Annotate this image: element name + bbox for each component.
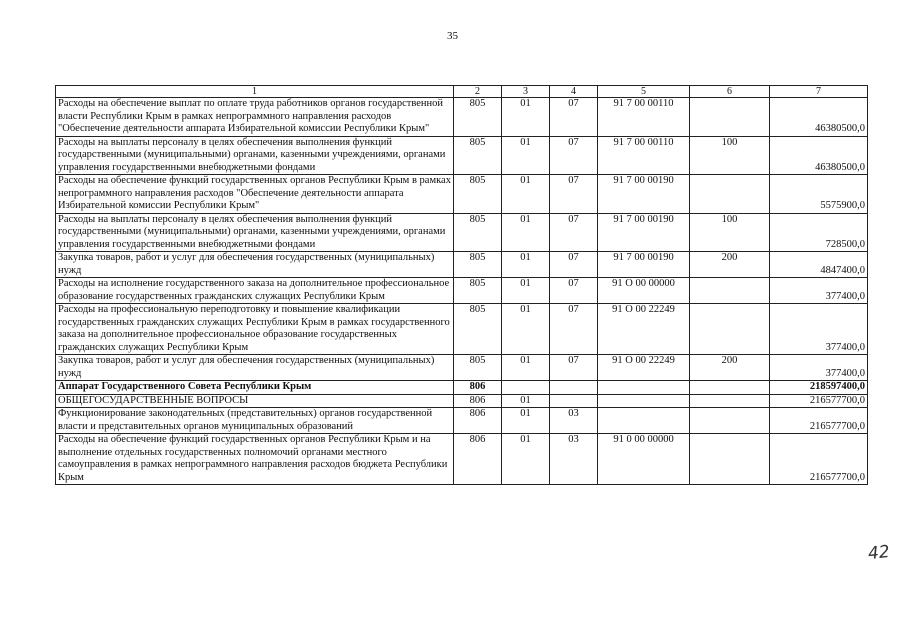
- row-subsection-code: 07: [550, 98, 598, 137]
- row-ministry-code: 805: [454, 136, 502, 175]
- table-row: [56, 408, 868, 434]
- row-target-code: 91 7 00 00190: [598, 252, 690, 278]
- table-row: [56, 213, 868, 252]
- page-number: 35: [447, 30, 458, 42]
- row-target-code: 91 7 00 00110: [598, 136, 690, 175]
- row-name-cell: ОБЩЕГОСУДАРСТВЕННЫЕ ВОПРОСЫ: [56, 394, 454, 408]
- row-ministry-code: 805: [454, 278, 502, 304]
- row-name-cell: Закупка товаров, работ и услуг для обеспечения государственных (муниципальных) нужд: [56, 355, 454, 381]
- row-name-cell: Расходы на обеспечение функций государственных органов Республики Крым и на выполнение отдельных государственных полномочий органами местного самоуправления в рамках непрограммного направления расходов бюджета Республики Крым: [56, 434, 454, 485]
- row-target-code: 91 О 00 22249: [598, 355, 690, 381]
- row-ministry-code: 805: [454, 98, 502, 137]
- row-subsection-code: 07: [550, 355, 598, 381]
- row-expense-type-code: 200: [690, 252, 770, 278]
- header-cell-4: 4: [550, 86, 598, 98]
- row-name-cell: Расходы на выплаты персоналу в целях обеспечения выполнения функций государственными (муниципальными) органами, казенными учреждениями, органами управления государственными внебюджетными фондами: [56, 213, 454, 252]
- table-row: [56, 355, 868, 381]
- row-expense-type-code: [690, 98, 770, 137]
- table-header-row: [56, 86, 868, 98]
- row-target-code: 91 О 00 00000: [598, 278, 690, 304]
- row-amount: 377400,0: [770, 355, 868, 381]
- row-section-code: 01: [502, 394, 550, 408]
- row-section-code: 01: [502, 136, 550, 175]
- header-cell-1: 1: [56, 86, 454, 98]
- row-amount: 377400,0: [770, 304, 868, 355]
- row-amount: 4847400,0: [770, 252, 868, 278]
- row-amount: 46380500,0: [770, 136, 868, 175]
- header-cell-5: 5: [598, 86, 690, 98]
- row-section-code: 01: [502, 408, 550, 434]
- row-amount: 728500,0: [770, 213, 868, 252]
- header-cell-7: 7: [770, 86, 868, 98]
- handwritten-page-mark: 42: [867, 541, 891, 565]
- row-amount: 216577700,0: [770, 394, 868, 408]
- row-ministry-code: 805: [454, 252, 502, 278]
- row-ministry-code: 805: [454, 355, 502, 381]
- table-row: [56, 252, 868, 278]
- row-subsection-code: 07: [550, 213, 598, 252]
- table-row: [56, 394, 868, 408]
- row-name-cell: Функционирование законодательных (представительных) органов государственной власти и представительных органов муниципальных образований: [56, 408, 454, 434]
- table-row: [56, 175, 868, 214]
- table-row: [56, 136, 868, 175]
- row-section-code: 01: [502, 175, 550, 214]
- row-ministry-code: 806: [454, 394, 502, 408]
- row-expense-type-code: 100: [690, 136, 770, 175]
- row-expense-type-code: [690, 394, 770, 408]
- row-section-code: 01: [502, 252, 550, 278]
- row-expense-type-code: 100: [690, 213, 770, 252]
- row-expense-type-code: [690, 381, 770, 395]
- row-ministry-code: 805: [454, 175, 502, 214]
- row-amount: 377400,0: [770, 278, 868, 304]
- row-section-code: [502, 381, 550, 395]
- row-expense-type-code: [690, 434, 770, 485]
- row-ministry-code: 805: [454, 213, 502, 252]
- row-subsection-code: 03: [550, 434, 598, 485]
- row-ministry-code: 806: [454, 408, 502, 434]
- budget-table: [55, 85, 868, 485]
- row-target-code: 91 7 00 00110: [598, 98, 690, 137]
- row-section-code: 01: [502, 355, 550, 381]
- row-amount: 5575900,0: [770, 175, 868, 214]
- row-name-cell: Расходы на обеспечение выплат по оплате труда работников органов государственной власти Республики Крым в рамках непрограммного направления расходов "Обеспечение деятельности аппарата Избирательной комиссии Республики Крым": [56, 98, 454, 137]
- row-section-code: 01: [502, 304, 550, 355]
- row-subsection-code: [550, 394, 598, 408]
- row-section-code: 01: [502, 98, 550, 137]
- row-target-code: 91 0 00 00000: [598, 434, 690, 485]
- row-amount: 46380500,0: [770, 98, 868, 137]
- row-target-code: [598, 394, 690, 408]
- row-ministry-code: 806: [454, 381, 502, 395]
- row-subsection-code: [550, 381, 598, 395]
- row-name-cell: Закупка товаров, работ и услуг для обеспечения государственных (муниципальных) нужд: [56, 252, 454, 278]
- row-subsection-code: 07: [550, 278, 598, 304]
- row-section-code: 01: [502, 434, 550, 485]
- row-section-code: 01: [502, 213, 550, 252]
- row-target-code: 91 7 00 00190: [598, 213, 690, 252]
- row-name-cell: Расходы на профессиональную переподготовку и повышение квалификации государственных гражданских служащих Республики Крым в рамках государственного заказа на дополнительное профессиональное образование государственных гражданских служащих Республики Крым: [56, 304, 454, 355]
- row-expense-type-code: [690, 278, 770, 304]
- header-cell-2: 2: [454, 86, 502, 98]
- row-target-code: 91 7 00 00190: [598, 175, 690, 214]
- row-expense-type-code: [690, 175, 770, 214]
- row-subsection-code: 07: [550, 304, 598, 355]
- row-subsection-code: 07: [550, 175, 598, 214]
- row-ministry-code: 806: [454, 434, 502, 485]
- row-subsection-code: 07: [550, 136, 598, 175]
- table-row: [56, 278, 868, 304]
- header-cell-6: 6: [690, 86, 770, 98]
- row-name-cell: Расходы на выплаты персоналу в целях обеспечения выполнения функций государственными (муниципальными) органами, казенными учреждениями, органами управления государственными внебюджетными фондами: [56, 136, 454, 175]
- row-amount: 216577700,0: [770, 408, 868, 434]
- row-name-cell: Расходы на обеспечение функций государственных органов Республики Крым в рамках непрограммного направления расходов "Обеспечение деятельности аппарата Избирательной комиссии Республики Крым": [56, 175, 454, 214]
- table-row: [56, 304, 868, 355]
- row-target-code: [598, 408, 690, 434]
- row-expense-type-code: [690, 304, 770, 355]
- table-row: [56, 98, 868, 137]
- header-cell-3: 3: [502, 86, 550, 98]
- row-amount: 216577700,0: [770, 434, 868, 485]
- table-row: [56, 434, 868, 485]
- row-expense-type-code: [690, 408, 770, 434]
- row-target-code: [598, 381, 690, 395]
- row-section-code: 01: [502, 278, 550, 304]
- row-expense-type-code: 200: [690, 355, 770, 381]
- row-subsection-code: 03: [550, 408, 598, 434]
- row-name-cell: Аппарат Государственного Совета Республики Крым: [56, 381, 454, 395]
- row-ministry-code: 805: [454, 304, 502, 355]
- table-row: [56, 381, 868, 395]
- row-amount: 218597400,0: [770, 381, 868, 395]
- row-target-code: 91 О 00 22249: [598, 304, 690, 355]
- row-name-cell: Расходы на исполнение государственного заказа на дополнительное профессиональное образование государственных гражданских служащих Республики Крым: [56, 278, 454, 304]
- row-subsection-code: 07: [550, 252, 598, 278]
